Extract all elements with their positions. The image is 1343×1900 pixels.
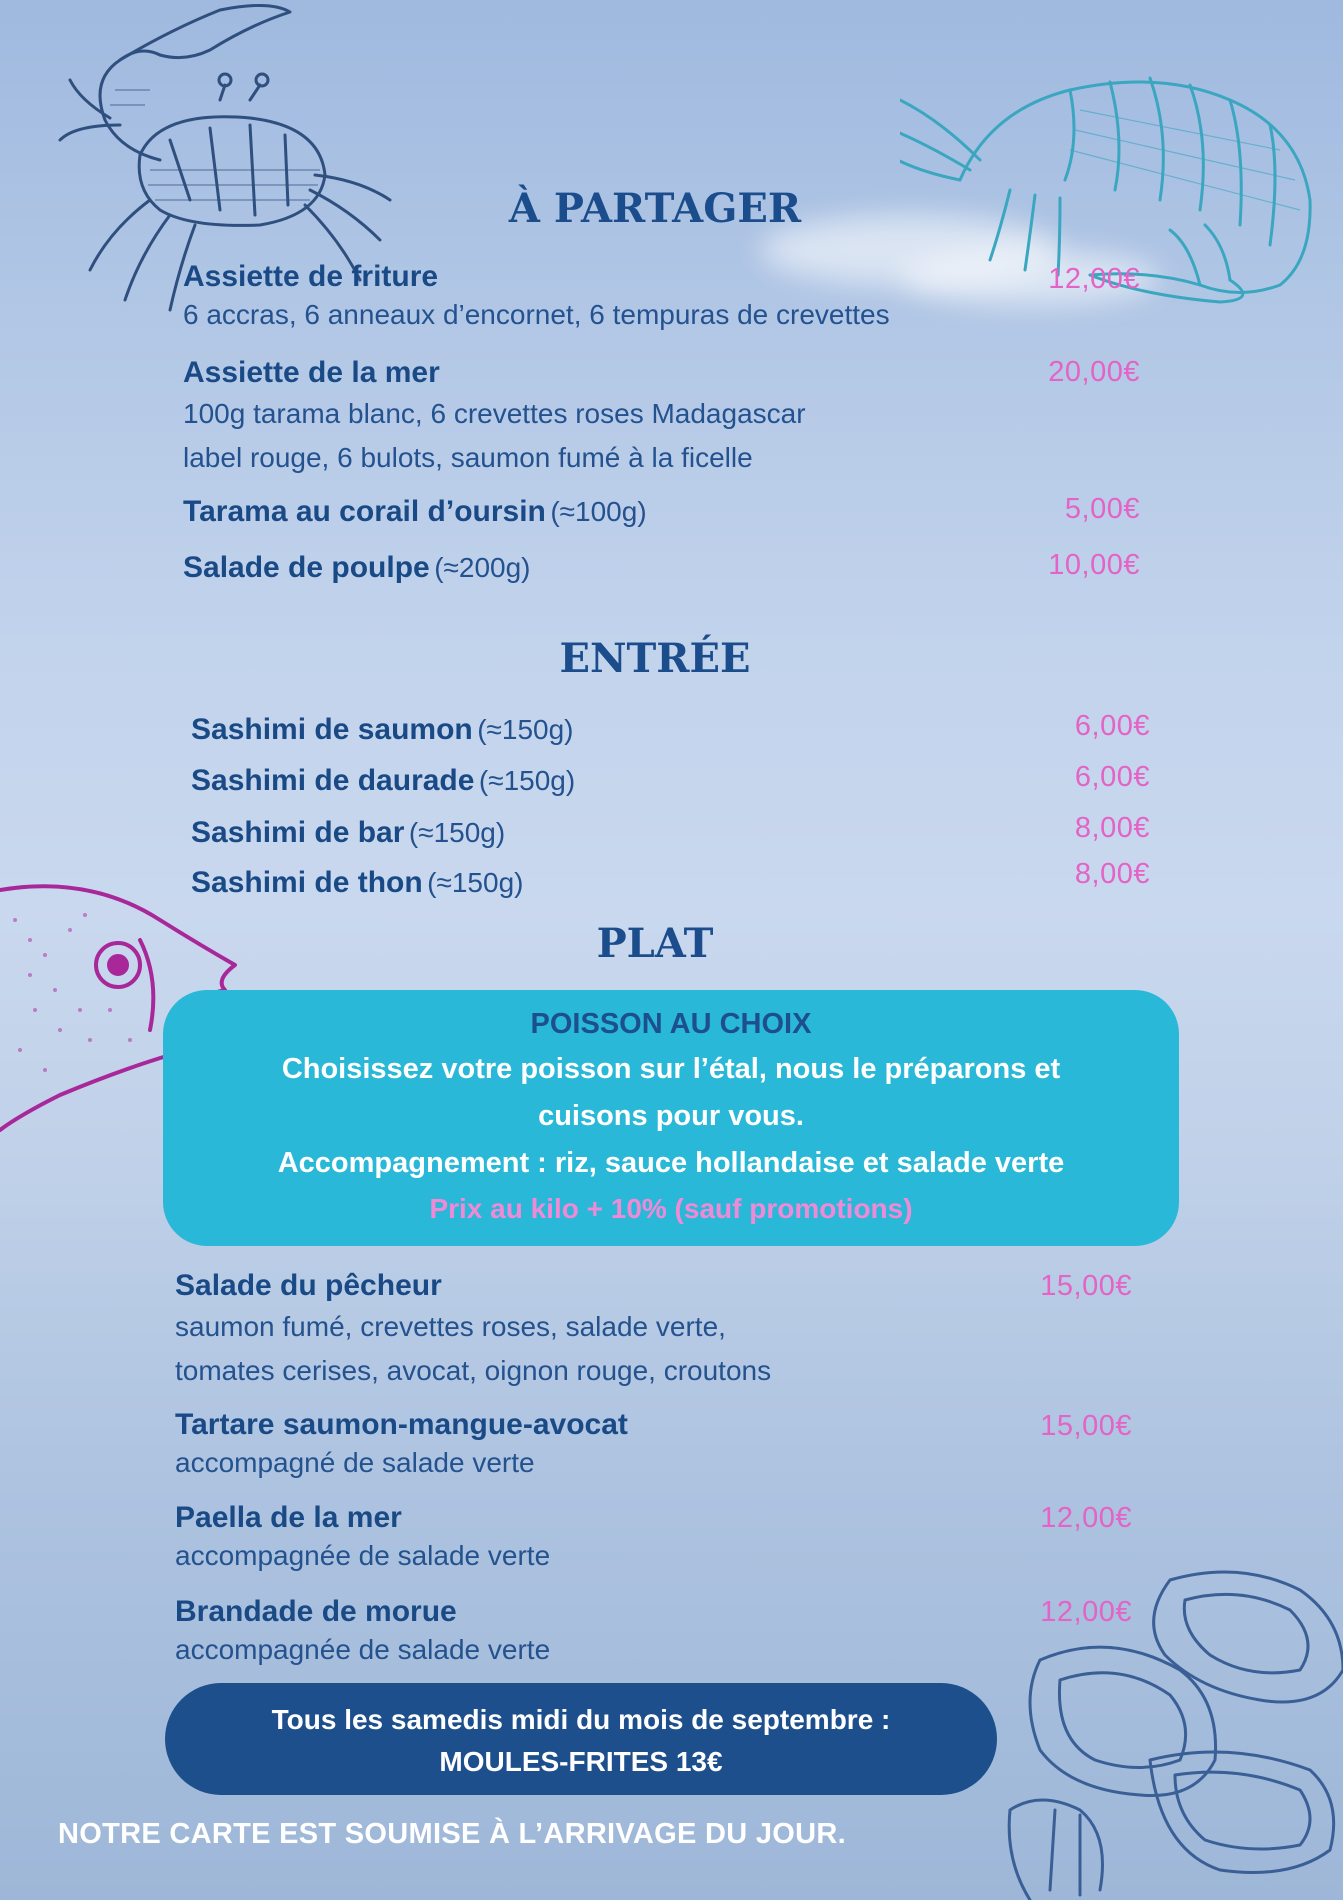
choix-description: cuisons pour vous. <box>538 1100 804 1132</box>
item-price: 10,00€ <box>1048 549 1140 581</box>
item-price: 8,00€ <box>1074 858 1150 890</box>
item-quantity: (≈200g) <box>434 552 531 583</box>
item-price: 15,00€ <box>1040 1410 1132 1442</box>
item-name: Paella de la mer <box>175 1501 402 1534</box>
item-price: 6,00€ <box>1074 710 1150 742</box>
item-name: Tarama au corail d’oursin <box>183 495 546 528</box>
section-title-plat: PLAT <box>596 920 714 967</box>
promo-offer: MOULES-FRITES 13€ <box>439 1746 723 1777</box>
menu-item-assiette-mer <box>183 354 806 480</box>
item-description: accompagné de salade verte <box>175 1447 535 1478</box>
menu-item-tartare <box>175 1406 628 1482</box>
item-price: 20,00€ <box>1048 356 1140 388</box>
promo-banner <box>165 1683 997 1795</box>
choix-accompagnement: Accompagnement : riz, sauce hollandaise et salade verte <box>277 1147 1065 1179</box>
section-title-partager: À PARTAGER <box>508 185 802 232</box>
choix-description: Choisissez votre poisson sur l’étal, nous le préparons et <box>281 1053 1061 1085</box>
footer-note: NOTRE CARTE EST SOUMISE À L’ARRIVAGE DU JOUR. <box>58 1818 846 1850</box>
menu-item-sashimi-saumon <box>191 708 574 752</box>
menu-item-brandade <box>175 1593 550 1669</box>
item-quantity: (≈150g) <box>408 817 506 848</box>
item-name: Salade du pêcheur <box>175 1269 442 1302</box>
item-name: Tartare saumon-mangue-avocat <box>175 1408 628 1441</box>
menu-item-paella <box>175 1499 550 1575</box>
menu-item-salade-poulpe <box>183 546 531 590</box>
menu-item-tarama <box>183 490 647 534</box>
item-price: 12,00€ <box>1040 1596 1132 1628</box>
item-name: Sashimi de bar <box>191 816 405 849</box>
poisson-au-choix-box <box>163 990 1179 1246</box>
item-description: 6 accras, 6 anneaux d’encornet, 6 tempuras de crevettes <box>183 299 890 330</box>
item-price: 5,00€ <box>1064 493 1140 525</box>
item-description: label rouge, 6 bulots, saumon fumé à la ficelle <box>183 442 753 473</box>
menu-item-salade-pecheur <box>175 1267 771 1393</box>
menu-item-assiette-friture <box>183 258 890 334</box>
choix-title: POISSON AU CHOIX <box>530 1008 812 1040</box>
menu-item-sashimi-bar <box>191 811 505 855</box>
item-quantity: (≈150g) <box>478 765 576 796</box>
item-description: 100g tarama blanc, 6 crevettes roses Madagascar <box>183 398 806 429</box>
choix-price-note: Prix au kilo + 10% (sauf promotions) <box>429 1193 913 1224</box>
item-price: 12,00€ <box>1048 263 1140 295</box>
item-price: 15,00€ <box>1040 1270 1132 1302</box>
menu-item-sashimi-daurade <box>191 759 575 803</box>
item-description: tomates cerises, avocat, oignon rouge, croutons <box>175 1355 772 1386</box>
item-quantity: (≈150g) <box>427 867 524 898</box>
item-price: 12,00€ <box>1040 1502 1132 1534</box>
item-name: Salade de poulpe <box>183 551 430 584</box>
item-name: Brandade de morue <box>175 1595 457 1628</box>
section-title-entree: ENTRÉE <box>559 635 751 682</box>
item-description: accompagnée de salade verte <box>175 1540 551 1571</box>
item-name: Sashimi de daurade <box>191 764 475 797</box>
menu-item-sashimi-thon <box>191 861 523 905</box>
item-quantity: (≈150g) <box>477 714 574 745</box>
item-price: 8,00€ <box>1074 812 1150 844</box>
item-name: Assiette de la mer <box>183 356 440 389</box>
item-name: Sashimi de thon <box>191 866 423 899</box>
item-quantity: (≈100g) <box>550 496 647 527</box>
item-price: 6,00€ <box>1074 761 1150 793</box>
item-description: accompagnée de salade verte <box>175 1634 551 1665</box>
item-name: Sashimi de saumon <box>191 713 473 746</box>
item-name: Assiette de friture <box>183 260 439 293</box>
item-description: saumon fumé, crevettes roses, salade verte, <box>175 1311 726 1342</box>
promo-text: Tous les samedis midi du mois de septembre : <box>271 1704 891 1735</box>
